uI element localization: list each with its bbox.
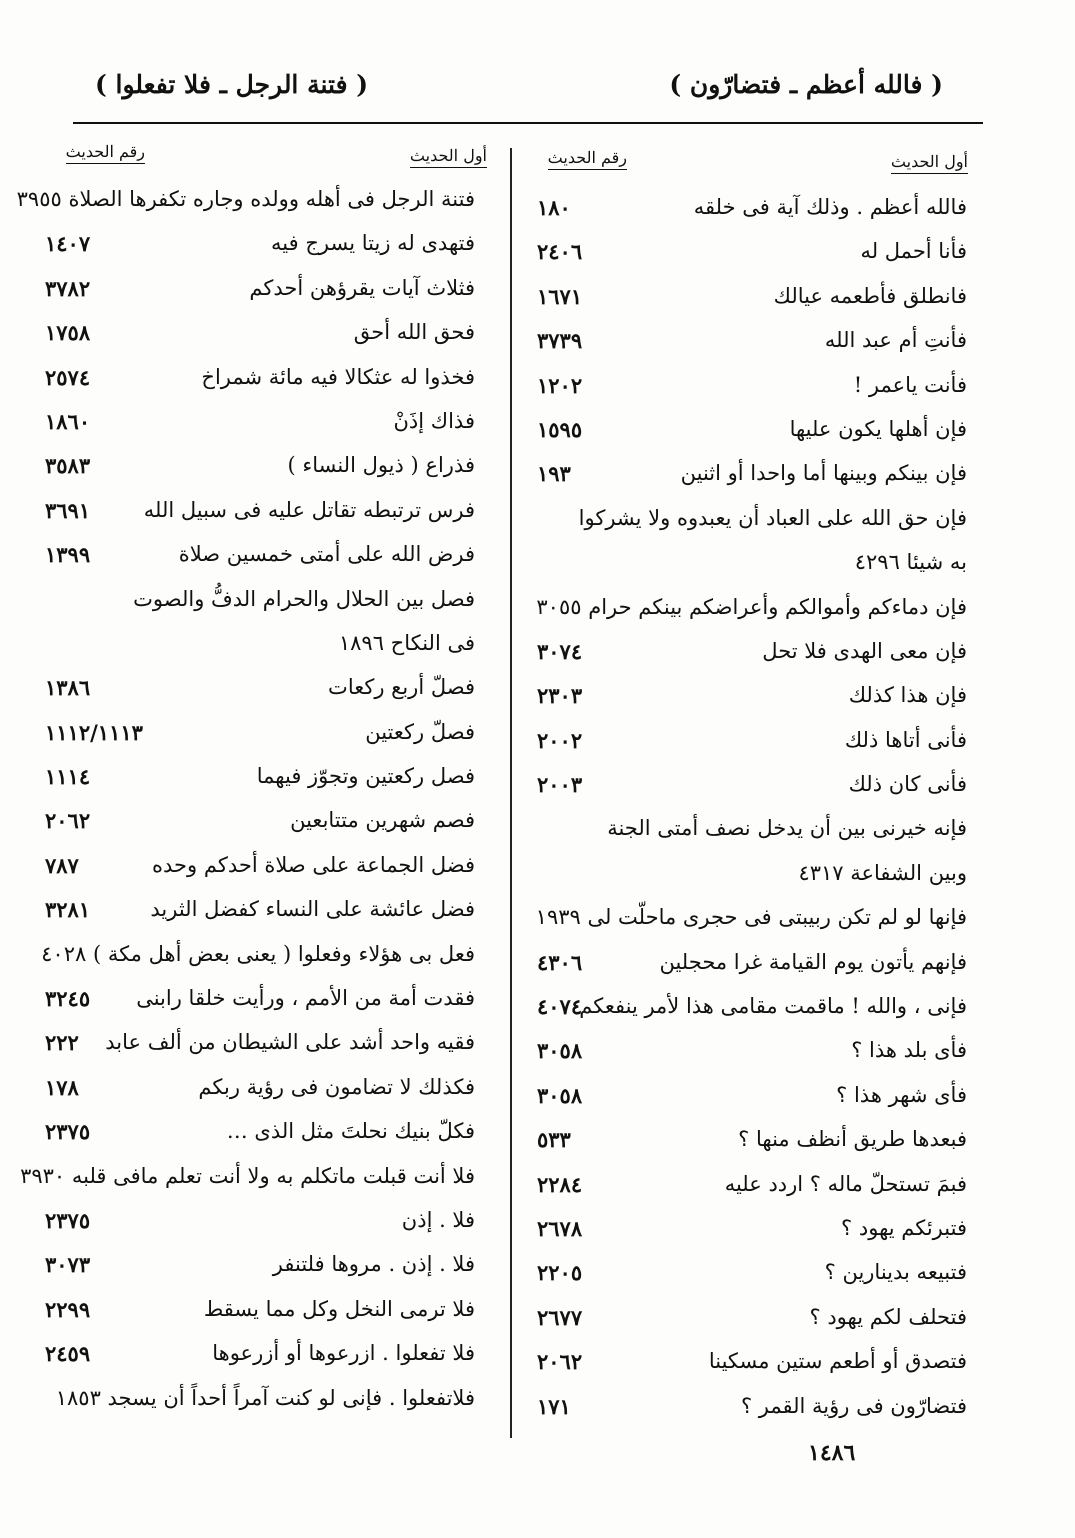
index-entry	[45, 1075, 475, 1119]
hadith-number: ١٣٩٩	[45, 542, 91, 568]
index-entry	[537, 328, 967, 372]
hadith-opening-text: فكذلك لا تضامون فى رؤية ربكم	[198, 1074, 475, 1099]
hadith-opening-text: فبعدها طريق أنظف منها ؟	[738, 1127, 967, 1152]
index-entry	[537, 727, 967, 772]
index-entry	[536, 594, 967, 639]
index-entry	[45, 409, 475, 453]
hadith-opening-text: فإن هذا كذلك	[848, 683, 967, 708]
header-title-right: ( فالله أعظم ـ فتضارّون )	[669, 70, 943, 99]
index-entry	[537, 195, 967, 239]
index-entry	[45, 1341, 475, 1385]
index-entry	[45, 1386, 475, 1430]
hadith-number: ١٢٠٢	[537, 372, 583, 398]
index-entry	[45, 453, 475, 497]
hadith-number: ٤٣٠٦	[537, 949, 583, 975]
page-number: ١٤٨٦	[808, 1440, 856, 1466]
hadith-number: ٢٢٩٩	[45, 1296, 91, 1322]
index-entry	[45, 1030, 475, 1074]
hadith-number: ١٣٨٦	[45, 675, 91, 701]
hadith-number: ٣٥٨٣	[45, 453, 91, 479]
index-entry	[45, 631, 475, 675]
hadith-number: ٢٢٠٥	[537, 1260, 583, 1286]
index-entry	[537, 1260, 967, 1304]
hadith-opening-text: فأنى أتاها ذلك	[844, 727, 967, 752]
hadith-opening-text: فأى شهر هذا ؟	[836, 1082, 967, 1107]
hadith-opening-text: فلا ترمى النخل وكل مما يسقط	[203, 1296, 475, 1321]
hadith-number: ٢٣٧٥	[45, 1119, 91, 1145]
hadith-number: ١٨٠	[537, 195, 571, 220]
index-entry	[16, 187, 475, 231]
hadith-number: ٢٦٧٨	[537, 1215, 583, 1241]
hadith-number: ١٤٠٧	[45, 231, 91, 257]
hadith-opening-text: فصلّ أربع ركعات	[328, 675, 475, 700]
hadith-number: ١٧٨	[45, 1074, 79, 1100]
hadith-opening-text: فصلّ ركعتين	[365, 719, 475, 744]
hadith-opening-text: فإن دماءكم وأموالكم وأعراضكم بينكم حرام ٣٠٥٥	[536, 594, 967, 619]
hadith-number: ٢٠٠٣	[537, 772, 583, 798]
hadith-number: ٢٠٦٢	[537, 1349, 583, 1375]
hadith-opening-text: فإن معى الهدى فلا تحل	[762, 638, 967, 663]
hadith-number: ١٧٥٨	[45, 320, 91, 346]
hadith-number: ١١١٢/١١١٣	[45, 719, 143, 745]
index-entry	[45, 1297, 475, 1341]
hadith-opening-text: فإنى ، والله ! ماقمت مقامى هذا لأمر ينفعكم	[579, 994, 967, 1019]
hadith-number: ٢٤٥٩	[45, 1341, 91, 1367]
index-entry	[537, 1171, 967, 1216]
hadith-number: ١٧١	[537, 1393, 571, 1419]
hadith-number: ٤٠٧٤	[537, 994, 583, 1020]
index-entry	[45, 231, 475, 275]
index-entry	[45, 276, 475, 320]
index-entry	[537, 283, 967, 328]
hadith-number: ٢٣٠٣	[537, 683, 583, 709]
hadith-opening-text: فإن حق الله على العباد أن يعبدوه ولا يشركوا	[578, 505, 967, 530]
hadith-opening-text: فضل عائشة على النساء كفضل الثريد	[150, 897, 475, 922]
index-entry	[537, 638, 967, 683]
hadith-number: ٣٦٩١	[45, 497, 91, 523]
hadith-number: ١٩٣	[537, 461, 571, 487]
index-entry	[537, 416, 967, 461]
hadith-opening-text: فكلّ بنيك نحلتَ مثل الذى …	[226, 1119, 475, 1144]
index-entry	[45, 498, 475, 542]
hadith-number: ٣٠٥٨	[537, 1038, 583, 1064]
hadith-number: ٢٤٠٦	[537, 239, 583, 265]
index-entry	[45, 764, 475, 808]
hadith-number: ٢٦٧٧	[537, 1304, 583, 1330]
index-entry	[45, 1208, 475, 1252]
hadith-opening-text: فلا . إذن . مروها فلتنفر	[272, 1252, 475, 1277]
hadith-opening-text: فذراع ( ذيول النساء )	[287, 453, 475, 478]
hadith-number: ٢٠٦٢	[45, 808, 91, 834]
hadith-number: ٢٣٧٥	[45, 1207, 91, 1233]
index-entry	[537, 239, 967, 283]
hadith-opening-text: فعل بى هؤلاء وفعلوا ( يعنى بعض أهل مكة ) ٤٠٢٨	[41, 941, 475, 966]
index-entry	[45, 542, 475, 586]
index-entry	[45, 986, 475, 1030]
index-entry	[537, 1393, 967, 1438]
hadith-opening-text: وبين الشفاعة ٤٣١٧	[798, 860, 967, 885]
hadith-opening-text: فرس ترتبطه تقاتل عليه فى سبيل الله	[143, 497, 475, 522]
index-entry	[547, 506, 967, 550]
index-entry	[45, 1119, 475, 1163]
hadith-number: ٣٠٥٨	[537, 1082, 583, 1108]
index-entry	[20, 1163, 475, 1208]
hadith-opening-text: فإن بينكم وبينها أما واحدا أو اثنين	[680, 461, 967, 486]
hadith-opening-text: فأنتِ أم عبد الله	[824, 328, 967, 353]
hadith-opening-text: فلا أنت قبلت ماتكلم به ولا أنت تعلم مافى قلبه ٣٩٣٠	[20, 1163, 475, 1188]
header-title-left: ( فتنة الرجل ـ فلا تفعلوا )	[95, 70, 369, 99]
hadith-opening-text: فأى بلد هذا ؟	[851, 1038, 967, 1063]
hadith-opening-text: فصم شهرين متتابعين	[290, 808, 475, 833]
index-entry	[537, 949, 967, 994]
index-entry	[537, 1038, 967, 1082]
hadith-opening-text: فالله أعظم . وذلك آية فى خلقه	[693, 195, 967, 219]
index-entry	[45, 587, 475, 631]
hadith-opening-text: فإن أهلها يكون عليها	[789, 416, 967, 441]
hadith-number: ٢٢٨٤	[537, 1171, 583, 1197]
hadith-opening-text: فإنه خيرنى بين أن يدخل نصف أمتى الجنة	[607, 816, 967, 841]
hadith-number: ٧٨٧	[45, 852, 79, 878]
hadith-number: ٣٧٣٩	[537, 328, 583, 354]
index-entry	[45, 365, 475, 409]
right-column-entries	[535, 195, 967, 1438]
hadith-number: ٣٧٨٢	[45, 275, 91, 301]
left-column-head-first: أول الحديث	[410, 146, 487, 168]
hadith-number: ١٨٦٠	[45, 408, 91, 434]
hadith-opening-text: فحق الله أحق	[353, 320, 475, 345]
hadith-opening-text: فتبرئكم يهود ؟	[841, 1215, 967, 1240]
hadith-opening-text: فإنهم يأتون يوم القيامة غرا محجلين	[659, 949, 967, 974]
index-entry	[547, 861, 967, 905]
index-entry	[45, 897, 475, 941]
hadith-opening-text: فأنت ياعمر !	[853, 372, 967, 397]
column-divider	[510, 148, 512, 1438]
hadith-number: ٣٢٤٥	[45, 986, 91, 1012]
hadith-opening-text: فقيه واحد أشد على الشيطان من ألف عابد	[105, 1030, 475, 1055]
hadith-opening-text: فتبيعه بدينارين ؟	[824, 1260, 967, 1285]
hadith-opening-text: فرض الله على أمتى خمسين صلاة	[178, 542, 475, 567]
hadith-number: ٢٥٧٤	[45, 364, 91, 390]
hadith-number: ٣٠٧٤	[537, 638, 583, 664]
right-column-head-number: رقم الحديث	[548, 148, 627, 170]
index-entry	[547, 816, 967, 860]
hadith-opening-text: به شيئا ٤٢٩٦	[854, 550, 967, 575]
index-entry	[537, 1304, 967, 1349]
right-column-head-first: أول الحديث	[891, 152, 968, 174]
hadith-opening-text: فانطلق فأطعمه عيالك	[773, 283, 967, 308]
index-entry	[537, 994, 967, 1038]
index-entry	[537, 461, 967, 505]
hadith-opening-text: فصل ركعتين وتجوّز فيهما	[256, 764, 475, 789]
hadith-opening-text: فلا . إذن	[401, 1207, 475, 1232]
index-entry	[45, 720, 475, 764]
hadith-opening-text: فأنى كان ذلك	[848, 772, 967, 797]
hadith-opening-text: فضل الجماعة على صلاة أحدكم وحده	[152, 852, 475, 877]
header-rule	[73, 122, 983, 124]
hadith-opening-text: فى النكاح ١٨٩٦	[338, 630, 475, 655]
index-entry	[41, 941, 475, 986]
hadith-opening-text: فتهدى له زيتا يسرج فيه	[271, 231, 475, 256]
index-entry	[45, 320, 475, 364]
hadith-opening-text: فبمَ تستحلّ ماله ؟ اردد عليه	[724, 1171, 967, 1196]
hadith-opening-text: فقدت أمة من الأمم ، ورأيت خلقا رابنى	[136, 986, 475, 1011]
index-entry	[537, 1082, 967, 1127]
index-entry	[537, 1349, 967, 1393]
index-entry	[45, 853, 475, 897]
index-entry	[537, 1215, 967, 1260]
hadith-opening-text: فتنة الرجل فى أهله وولده وجاره تكفرها الصلاة ٣٩٥٥	[16, 187, 475, 211]
index-entry	[547, 550, 967, 594]
hadith-number: ٥٣٣	[537, 1127, 571, 1153]
index-entry	[45, 1252, 475, 1296]
left-column-entries	[16, 187, 475, 1430]
hadith-opening-text: فخذوا له عثكالا فيه مائة شمراخ	[201, 364, 475, 389]
hadith-number: ٣٢٨١	[45, 897, 91, 923]
hadith-number: ٢٢٢	[45, 1030, 79, 1056]
hadith-opening-text: فأنا أحمل له	[860, 239, 967, 264]
hadith-opening-text: فإنها لو لم تكن ربيبتى فى حجرى ماحلّت لى ١٩٣٩	[535, 905, 967, 930]
hadith-number: ٢٠٠٢	[537, 727, 583, 753]
hadith-number: ١٥٩٥	[537, 416, 583, 442]
index-entry	[535, 905, 967, 949]
hadith-opening-text: فصل بين الحلال والحرام الدفُّ والصوت	[133, 586, 475, 611]
hadith-opening-text: فلاتفعلوا . فإنى لو كنت آمراً أحداً أن يسجد ١٨٥٣	[55, 1385, 475, 1410]
hadith-opening-text: فتحلف لكم يهود ؟	[809, 1304, 967, 1329]
hadith-opening-text: فثلاث آيات يقرؤهن أحدكم	[249, 275, 475, 300]
index-entry	[45, 808, 475, 852]
index-entry	[45, 675, 475, 719]
hadith-opening-text: فلا تفعلوا . ازرعوها أو أزرعوها	[212, 1341, 475, 1366]
index-entry	[537, 1127, 967, 1171]
hadith-opening-text: فتصدق أو أطعم ستين مسكينا	[708, 1349, 967, 1374]
hadith-number: ١١١٤	[45, 764, 91, 790]
left-column-head-number: رقم الحديث	[66, 142, 145, 164]
hadith-number: ١٦٧١	[537, 283, 583, 309]
hadith-number: ٣٠٧٣	[45, 1252, 91, 1278]
index-entry	[537, 372, 967, 417]
hadith-opening-text: فذاك إذَنْ	[393, 408, 475, 433]
hadith-opening-text: فتضارّون فى رؤية القمر ؟	[740, 1393, 967, 1418]
index-entry	[537, 772, 967, 816]
index-entry	[537, 683, 967, 727]
